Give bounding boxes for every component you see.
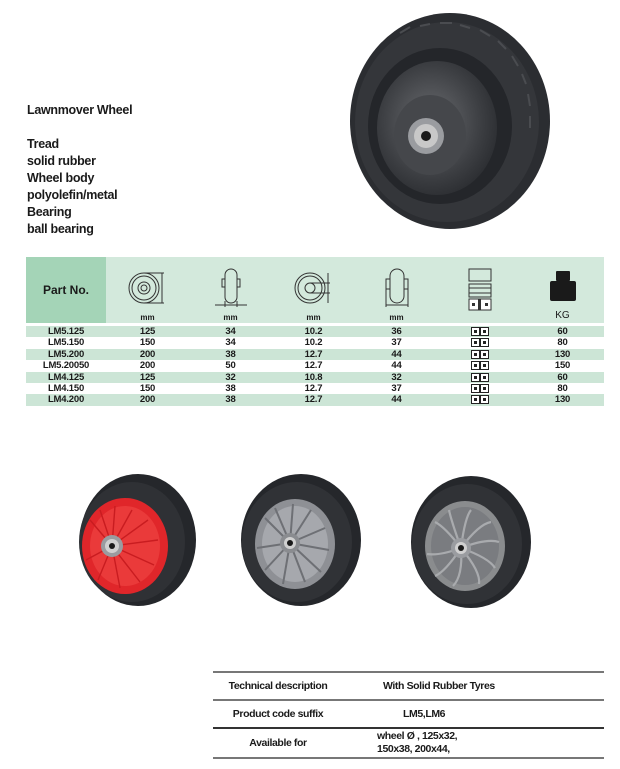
- ball-bearing-icon: [471, 338, 489, 347]
- spec-table-header: [26, 257, 604, 323]
- cell-bore: 12.7: [304, 348, 323, 360]
- cell-width: 38: [225, 394, 236, 406]
- cell-width: 34: [225, 326, 236, 337]
- cell-part: LM4.125: [47, 371, 85, 383]
- cell-load: 80: [557, 337, 568, 349]
- table-row: [26, 383, 604, 394]
- spec-label-tread: Tread: [27, 137, 59, 151]
- cell-width: 50: [225, 360, 236, 372]
- cell-hub: 37: [391, 382, 402, 394]
- ball-bearing-icon: [471, 384, 489, 393]
- cell-width: 34: [225, 337, 236, 349]
- cell-hub: 44: [391, 394, 402, 406]
- tech-key: Product code suffix: [232, 708, 324, 720]
- cell-load: 130: [554, 348, 571, 360]
- header-load: [521, 257, 604, 323]
- technical-description-table: [213, 671, 604, 759]
- ball-bearing-icon: [471, 361, 489, 370]
- product-title: Lawnmover Wheel: [27, 103, 133, 117]
- cell-part: LM4.200: [47, 394, 85, 406]
- hub-length-icon: [381, 267, 413, 311]
- spec-label-wheel-body: Wheel body: [27, 171, 95, 185]
- spec-value-tread: solid rubber: [27, 154, 96, 168]
- cell-bearing: [438, 360, 521, 371]
- cell-hub: 32: [391, 371, 402, 383]
- unit-diameter: mm: [140, 313, 155, 322]
- table-row: [26, 360, 604, 371]
- cell-load: 130: [554, 394, 571, 406]
- cell-diameter: 150: [139, 382, 156, 394]
- wheel-icon: [340, 8, 555, 233]
- spec-value-bearing: ball bearing: [27, 222, 94, 236]
- cell-load: 60: [557, 326, 568, 337]
- cell-width: 38: [225, 382, 236, 394]
- hero-wheel-image: [340, 8, 555, 233]
- table-row: [26, 326, 604, 337]
- cell-bore: 12.7: [304, 382, 323, 394]
- cell-width: 32: [225, 371, 236, 383]
- spec-table: [26, 257, 604, 406]
- spec-table-body: [26, 326, 604, 406]
- red-hub-wheel-image: [70, 470, 200, 610]
- cell-part: LM5.20050: [42, 360, 90, 372]
- table-row: [26, 349, 604, 360]
- header-hub-length: [355, 257, 438, 323]
- cell-bearing: [438, 383, 521, 394]
- cell-bearing: [438, 326, 521, 337]
- cell-diameter: 125: [139, 326, 156, 337]
- cell-bearing: [438, 349, 521, 360]
- load-weight-icon: [548, 267, 578, 303]
- cell-bore: 10.2: [304, 337, 323, 349]
- cell-diameter: 150: [139, 337, 156, 349]
- unit-load: KG: [555, 310, 570, 321]
- header-diameter: [106, 257, 189, 323]
- tech-row-description: [213, 673, 604, 699]
- header-width: [189, 257, 272, 323]
- cell-diameter: 200: [139, 348, 156, 360]
- cell-width: 38: [225, 348, 236, 360]
- tech-row-code-suffix: [213, 701, 604, 727]
- tech-key: Technical description: [228, 680, 328, 692]
- grey-turbine-wheel-image: [405, 472, 535, 612]
- cell-hub: 37: [391, 337, 402, 349]
- cell-bearing: [438, 394, 521, 405]
- tech-value: [343, 730, 604, 756]
- ball-bearing-icon: [471, 350, 489, 359]
- wheel-variants: [60, 468, 540, 618]
- table-row: [26, 394, 604, 405]
- header-part-no: Part No.: [26, 257, 106, 323]
- product-intro: [27, 102, 132, 238]
- cell-load: 60: [557, 371, 568, 383]
- tech-value: LM5,LM6: [403, 708, 446, 720]
- unit-bore: mm: [306, 313, 321, 322]
- cell-load: 80: [557, 382, 568, 394]
- header-bearing: [438, 257, 521, 323]
- cell-bore: 10.2: [304, 326, 323, 337]
- cell-hub: 44: [391, 348, 402, 360]
- tech-value: With Solid Rubber Tyres: [383, 680, 495, 692]
- cell-bearing: [438, 337, 521, 348]
- wheel-diameter-icon: [128, 267, 168, 311]
- bearing-type-icon: [467, 267, 493, 313]
- cell-load: 150: [554, 360, 571, 372]
- cell-bore: 12.7: [304, 394, 323, 406]
- bore-diameter-icon: [292, 267, 336, 311]
- cell-bearing: [438, 372, 521, 383]
- table-row: [26, 337, 604, 348]
- unit-width: mm: [223, 313, 238, 322]
- cell-hub: 44: [391, 360, 402, 372]
- grey-spoke-wheel-image: [235, 470, 365, 610]
- tech-value-line2: 150x38, 200x44,: [377, 743, 450, 755]
- cell-bore: 12.7: [304, 360, 323, 372]
- cell-part: LM5.200: [47, 348, 85, 360]
- cell-part: LM5.150: [47, 337, 85, 349]
- cell-hub: 36: [391, 326, 402, 337]
- header-bore: [272, 257, 355, 323]
- ball-bearing-icon: [471, 327, 489, 336]
- cell-diameter: 200: [139, 394, 156, 406]
- ball-bearing-icon: [471, 395, 489, 404]
- cell-diameter: 200: [139, 360, 156, 372]
- tech-value-line1: wheel Ø , 125x32,: [377, 730, 458, 742]
- cell-diameter: 125: [139, 371, 156, 383]
- ball-bearing-icon: [471, 373, 489, 382]
- table-row: [26, 372, 604, 383]
- spec-label-bearing: Bearing: [27, 205, 72, 219]
- unit-hub-length: mm: [389, 313, 404, 322]
- spec-value-wheel-body: polyolefin/metal: [27, 188, 118, 202]
- cell-part: LM5.125: [47, 326, 85, 337]
- cell-bore: 10.8: [304, 371, 323, 383]
- divider: [213, 757, 604, 759]
- tech-row-available-for: [213, 729, 604, 757]
- wheel-width-icon: [213, 267, 249, 311]
- cell-part: LM4.150: [47, 382, 85, 394]
- tech-key: Available for: [249, 736, 307, 749]
